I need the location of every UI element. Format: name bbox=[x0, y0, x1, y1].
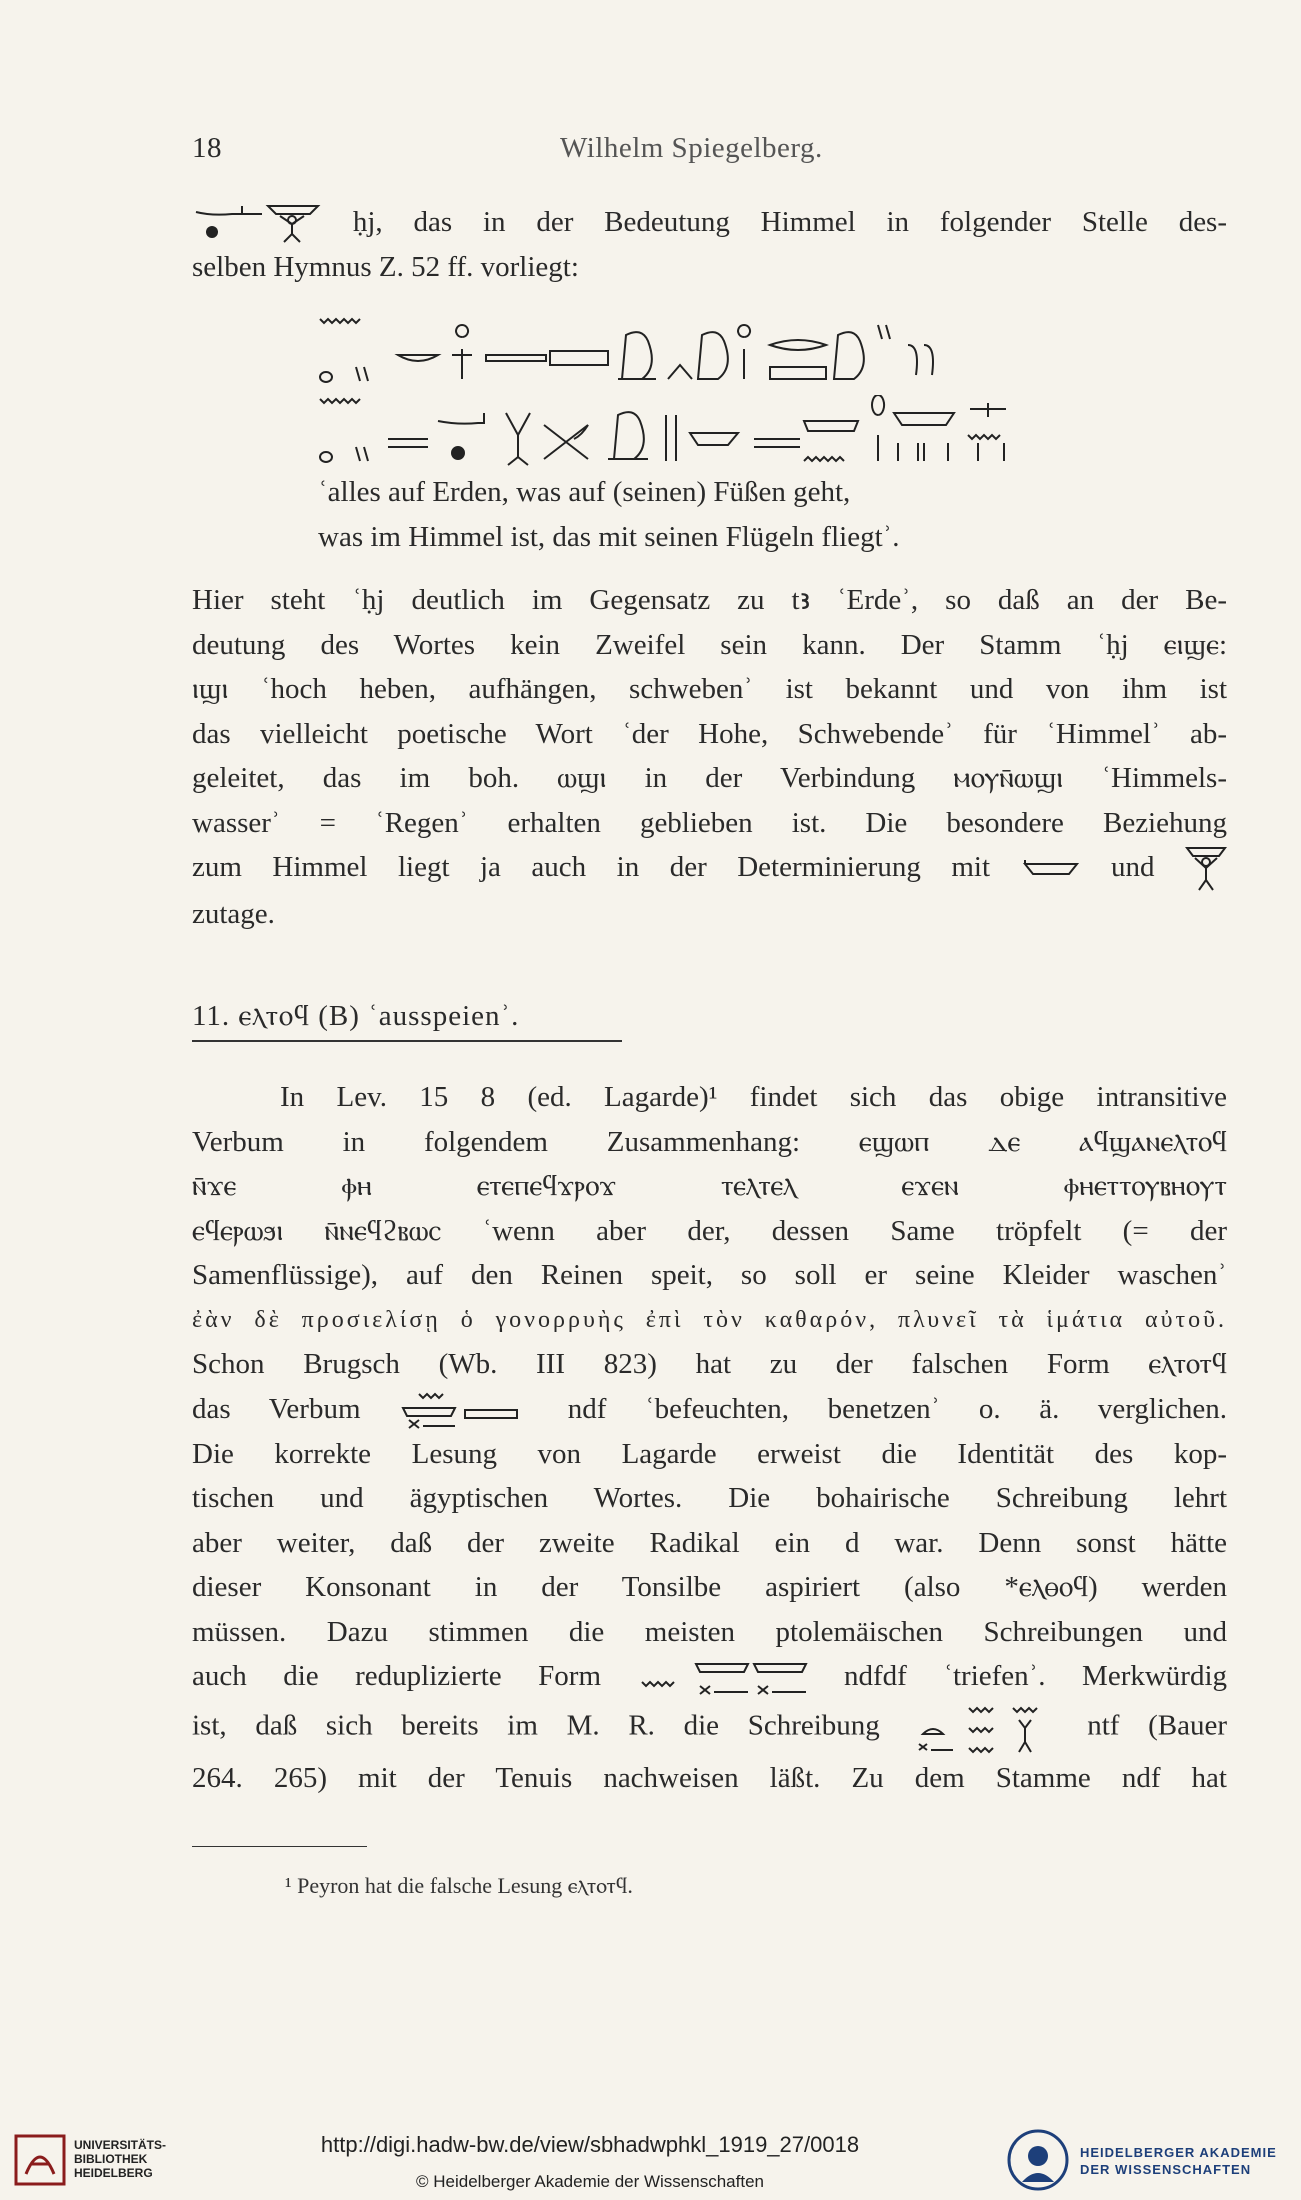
university-library-name: UNIVERSITÄTS- BIBLIOTHEK HEIDELBERG bbox=[74, 2138, 167, 2180]
p2-line: Verbum in folgendem Zusammenhang: ⲉϣⲱⲡ ⲇⲉ ⲁϥϣⲁⲛⲉⲗⲧⲟϥ bbox=[192, 1125, 1227, 1158]
section-heading bbox=[192, 1000, 519, 1033]
hieroglyph-ndfdf bbox=[638, 1658, 808, 1700]
intro-line-1: ḥj, das in der Bedeutung Himmel in folgender Stelle des- bbox=[352, 206, 1228, 238]
university-library-logo-icon[interactable] bbox=[14, 2134, 66, 2186]
section-coptic: ⲉⲗⲧⲟϥ bbox=[238, 1000, 310, 1032]
p2-line: tischen und ägyptischen Wortes. Die bohairische Schreibung lehrt bbox=[192, 1482, 1227, 1515]
paragraph-1 bbox=[192, 578, 1227, 937]
footnote-rule bbox=[192, 1846, 367, 1847]
p2-line: ⲛ̄ϫⲉ ⲫⲏ ⲉⲧⲉⲡⲉϥϫⲣⲟϫ ⲧⲉⲗⲧⲉⲗ ⲉϫⲉⲛ ⲫⲏⲉⲧⲧⲟⲩⲃⲏⲟⲩⲧ bbox=[192, 1170, 1227, 1202]
intro-line-2: selben Hymnus Z. 52 ff. vorliegt: bbox=[192, 250, 579, 283]
p2-line: Schon Brugsch (Wb. III 823) hat zu der falschen Form ⲉⲗⲧⲟⲧϥ bbox=[192, 1348, 1227, 1380]
p2-line: auch die reduplizierte Form bbox=[192, 1660, 602, 1693]
footer bbox=[0, 2120, 1301, 2200]
hieroglyph-sky-sign bbox=[1021, 856, 1081, 882]
source-url-link[interactable]: http://digi.hadw-bw.de/view/sbhadwphkl_1919_27/0018 bbox=[320, 2132, 860, 2157]
p1-line: geleitet, das im boh. ⲱϣⲓ in der Verbindung ⲙⲟⲩⲛ̄ⲱϣⲓ ʿHimmels- bbox=[192, 762, 1227, 794]
academy-name: HEIDELBERGER AKADEMIE DER WISSENSCHAFTEN bbox=[1080, 2145, 1277, 2177]
p2-line: dieser Konsonant in der Tonsilbe aspiriert (also *ⲉⲗⲑⲟϥ) werden bbox=[192, 1571, 1227, 1604]
p1-line: ⲓϣⲓ ʿhoch heben, aufhängen, schwebenʾ ist bekannt und von ihm ist bbox=[192, 673, 1227, 705]
copyright-text: © Heidelberger Akademie der Wissenschaften bbox=[416, 2172, 764, 2191]
translation-line-1: ʿalles auf Erden, was auf (seinen) Füßen geht, bbox=[318, 476, 851, 508]
p2-line: Samenflüssige), auf den Reinen speit, so soll er seine Kleider waschenʾ bbox=[192, 1259, 1227, 1291]
p2-line: ndf ʿbefeuchten, benetzenʾ o. ä. verglichen. bbox=[567, 1392, 1228, 1425]
p1-line: zum Himmel liegt ja auch in der Determinierung mit bbox=[192, 851, 991, 883]
p2-line: müssen. Dazu stimmen die meisten ptolemäischen Schreibungen und bbox=[192, 1615, 1227, 1648]
p1-line: deutung des Wortes kein Zweifel sein kann. Der Stamm ʿḥj ⲉⲓϣⲉ: bbox=[192, 628, 1227, 661]
p1-line: Hier steht ʿḥj deutlich im Gegensatz zu tꜣ ʿErdeʾ, so daß an der Be- bbox=[192, 584, 1227, 616]
hieroglyph-sky-support bbox=[192, 204, 322, 244]
section-gloss: (B) ʿausspeienʾ. bbox=[318, 1000, 520, 1032]
hieroglyph-row-1 bbox=[318, 315, 1108, 390]
page-header bbox=[192, 132, 1227, 172]
footnote bbox=[285, 1873, 633, 1899]
section-number: 11. bbox=[192, 1000, 231, 1032]
hieroglyph-ndf bbox=[399, 1390, 529, 1432]
hieroglyph-row-2 bbox=[318, 395, 1108, 470]
paragraph-2 bbox=[192, 1075, 1227, 1800]
p2-line: 264. 265) mit der Tenuis nachweisen läßt. Zu dem Stamme ndf hat bbox=[192, 1761, 1227, 1794]
academy-seal-icon[interactable] bbox=[1006, 2128, 1070, 2192]
section-underline bbox=[192, 1040, 622, 1042]
hieroglyph-block bbox=[318, 315, 1108, 475]
p1-and: und bbox=[1111, 851, 1155, 883]
p2-line: aber weiter, daß der zweite Radikal ein d war. Denn sonst hätte bbox=[192, 1526, 1227, 1559]
hieroglyph-sky-support-small bbox=[1185, 846, 1227, 892]
p1-line: wasserʾ = ʿRegenʾ erhalten geblieben ist. Die besondere Beziehung bbox=[192, 806, 1227, 839]
p2-line: In Lev. 15 8 (ed. Lagarde)¹ findet sich das obige intransitive bbox=[280, 1081, 1227, 1113]
footnote-marker: ¹ bbox=[285, 1873, 292, 1898]
p1-line: zutage. bbox=[192, 898, 275, 931]
p2-line: ist, daß sich bereits im M. R. die Schreibung bbox=[192, 1709, 880, 1742]
p2-line: ndfdf ʿtriefenʾ. Merkwürdig bbox=[844, 1660, 1228, 1693]
translation bbox=[318, 470, 1118, 559]
p2-line: Die korrekte Lesung von Lagarde erweist die Identität des kop- bbox=[192, 1437, 1227, 1470]
intro-text bbox=[192, 200, 1227, 289]
p2-greek-line: ἐὰν δὲ προσιελίσῃ ὁ γονορρυὴς ἐπὶ τὸν καθαρόν, πλυνεῖ τὰ ἱμάτια αὐτοῦ. bbox=[192, 1306, 1227, 1333]
p1-line: das vielleicht poetische Wort ʿder Hohe, Schwebendeʾ für ʿHimmelʾ ab- bbox=[192, 717, 1227, 750]
running-title: Wilhelm Spiegelberg. bbox=[560, 132, 823, 164]
page-number: 18 bbox=[192, 132, 222, 164]
hieroglyph-ntf bbox=[909, 1700, 1059, 1756]
footnote-text: Peyron hat die falsche Lesung ⲉⲗⲧⲟⲧϥ. bbox=[297, 1873, 633, 1898]
translation-line-2: was im Himmel ist, das mit seinen Flügeln fliegtʾ. bbox=[318, 520, 900, 553]
p2-line: ⲉϥⲉⲣⲱϧⲓ ⲛ̄ⲛⲉϥϩⲃⲱⲥ ʿwenn aber der, dessen Same tröpfelt (= der bbox=[192, 1214, 1227, 1247]
p2-line: ntf (Bauer bbox=[1087, 1709, 1228, 1742]
p2-line: das Verbum bbox=[192, 1392, 361, 1425]
